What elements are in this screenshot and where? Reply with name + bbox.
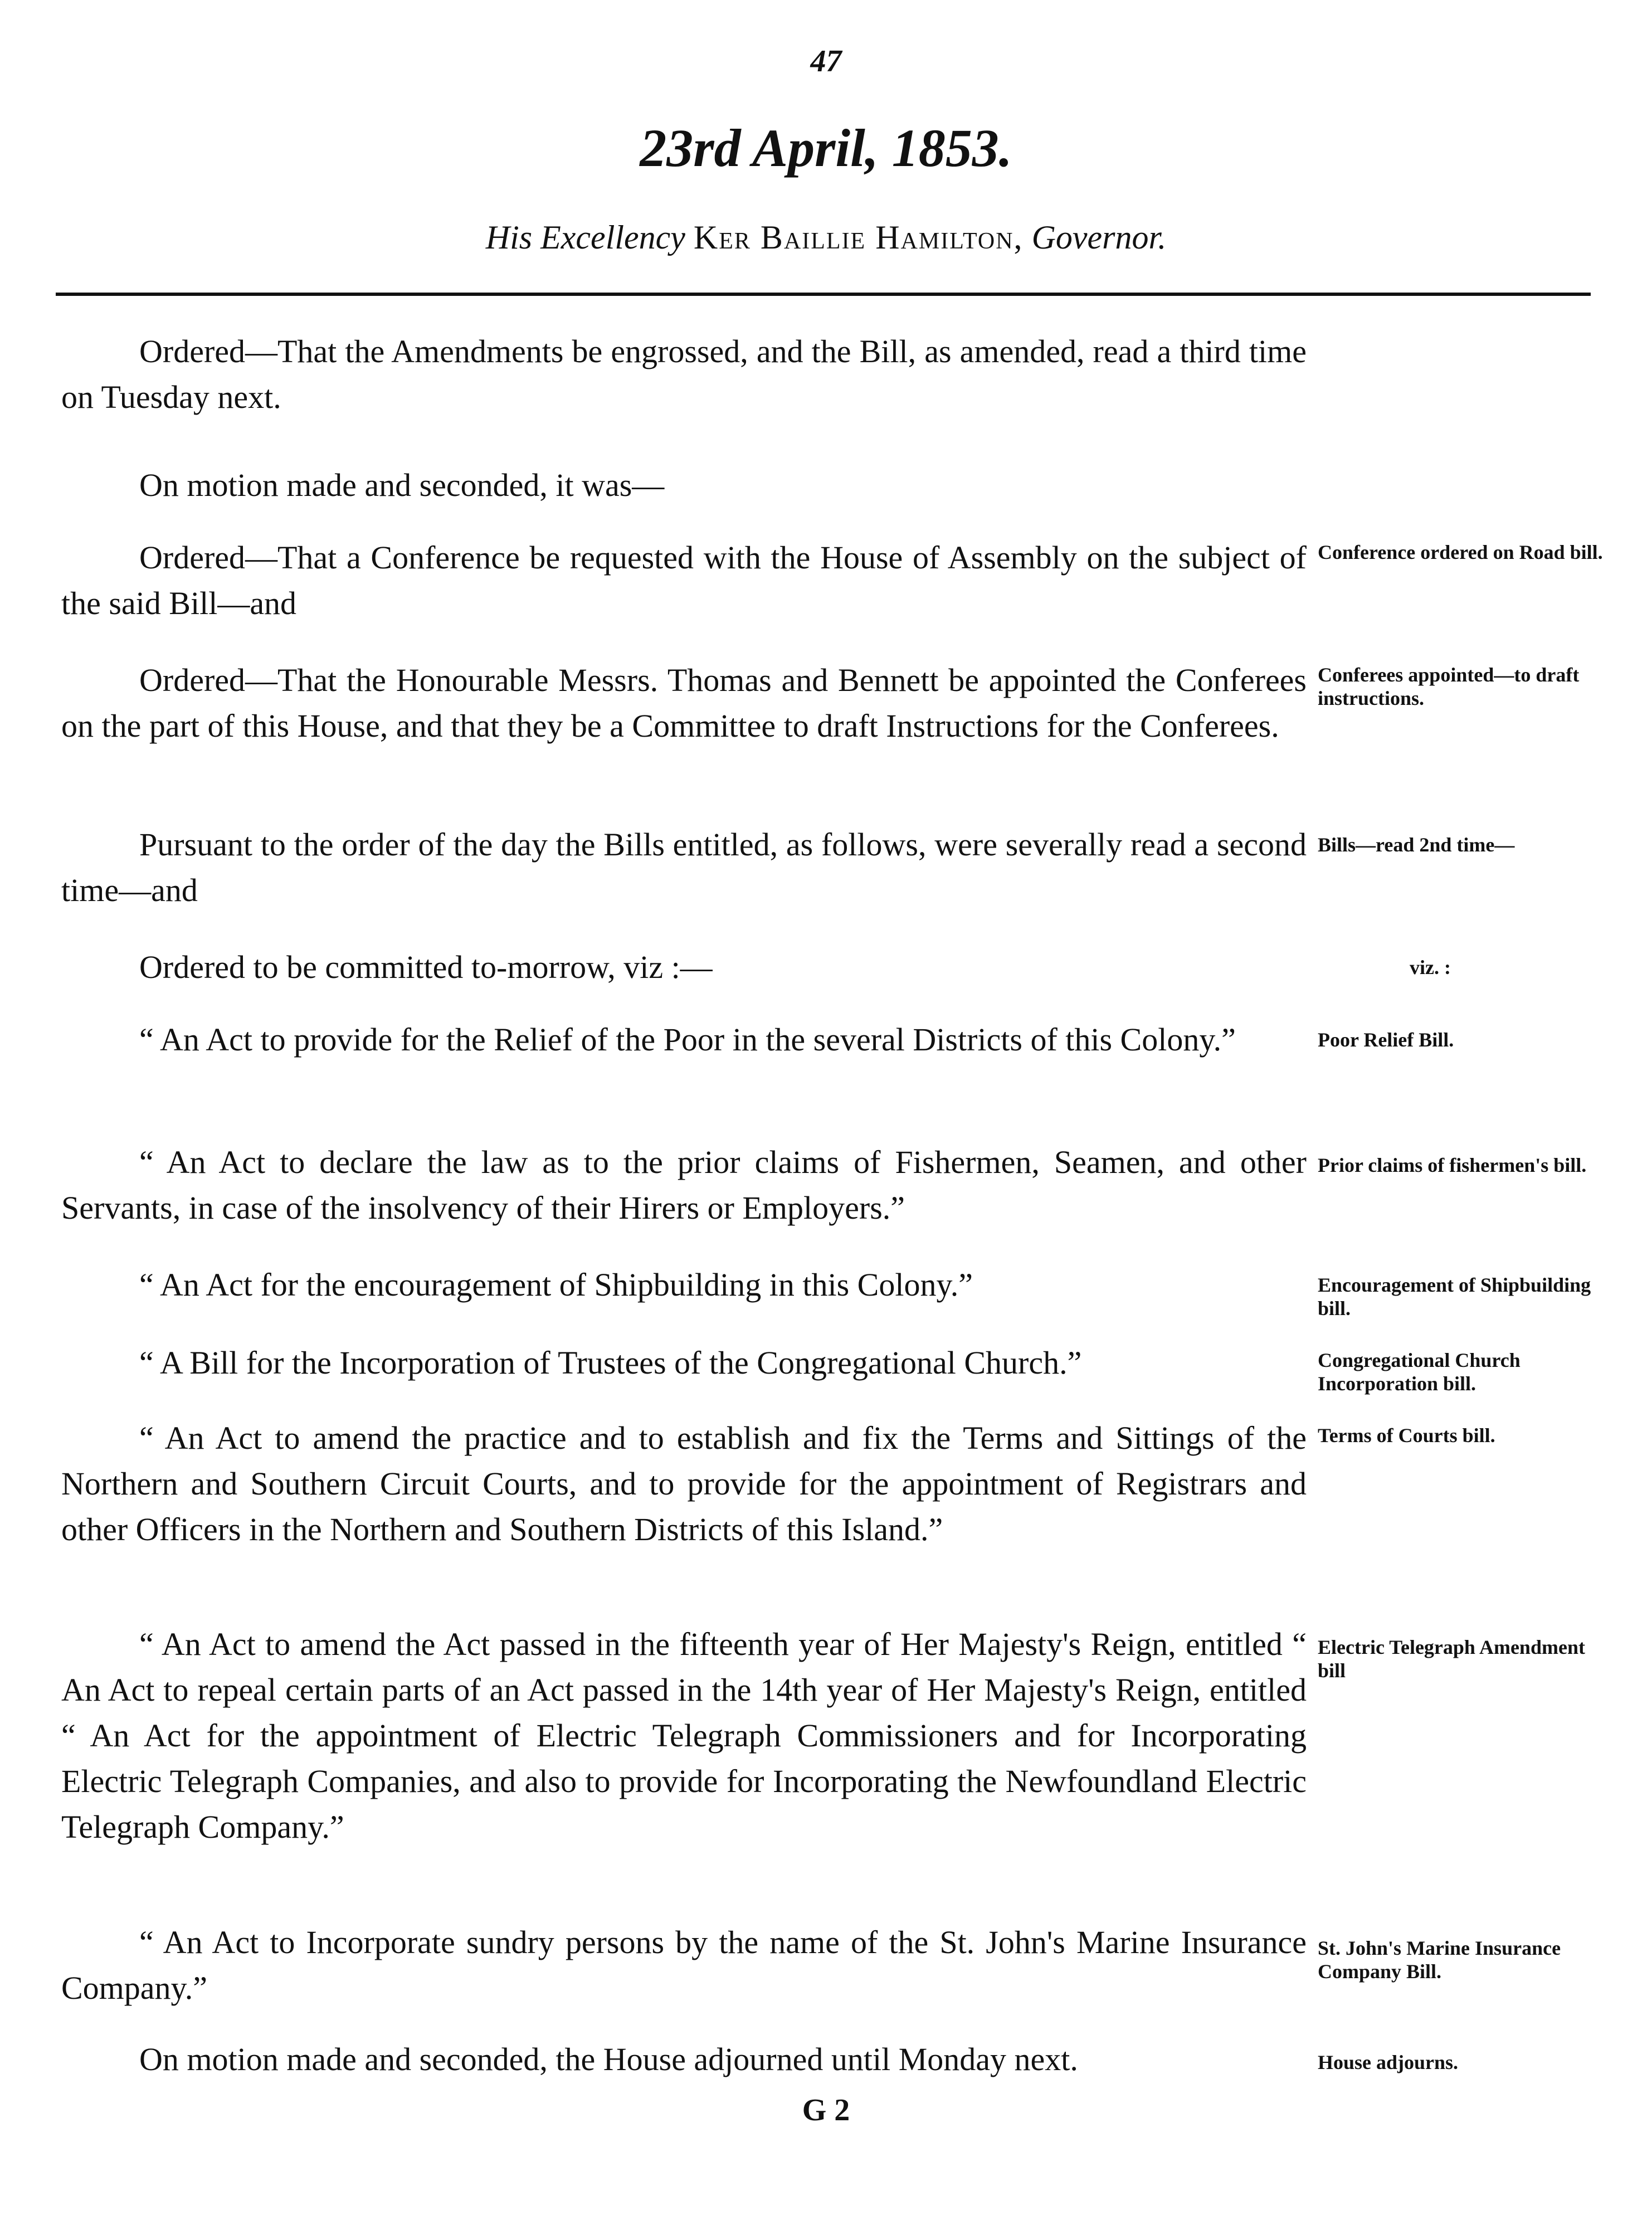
entry-7: “ An Act to declare the law as to the prior claims of Fishermen, Seamen, and other Servants, in case of the insolvency of their Hirers or Employers.” (61, 1144, 1307, 1226)
entry-9: “ A Bill for the Incorporation of Trustees of the Congregational Church.” (139, 1345, 1082, 1381)
entry-10: “ An Act to amend the practice and to establish and fix the Terms and Sittings of the Northern and Southern Circuit Courts, and to provide for the appointment of Registrars and other Officers in the Northern and Southern Districts of this Island.” (61, 1420, 1307, 1547)
entry-3: Ordered—That the Honourable Messrs. Thomas and Bennett be appointed the Conferees on the part of this House, and that they be a Committee to draft Instructions for the Conferees. (61, 662, 1307, 744)
margin-note-3: Conferees appointed—to draft instructions. (1318, 664, 1580, 709)
margin-note-8: Encouragement of Shipbuilding bill. (1318, 1274, 1591, 1320)
entry-1: On motion made and seconded, it was— (139, 467, 665, 503)
entry-12: “ An Act to Incorporate sundry persons by the name of the St. John's Marine Insurance Company.” (61, 1924, 1307, 2006)
margin-note-7: Prior claims of fishermen's bill. (1318, 1154, 1587, 1176)
governor-name: Ker Baillie Hamilton, (693, 219, 1024, 256)
entry-11: “ An Act to amend the Act passed in the fifteenth year of Her Majesty's Reign, entitled “ An Act to repeal certain parts of an Act passed in the 14th year of Her Majesty's Reign, entitled “ An Act for the appointment of Electric Telegraph Commissioners and for Incorporating Electric Telegraph Companies, and also to provide for Incorporating the Newfoundland Electric Telegraph Company.” (61, 1626, 1307, 1845)
session-date: 23rd April, 1853. (640, 118, 1012, 178)
margin-note-12: St. John's Marine Insurance Company Bill. (1318, 1937, 1561, 1983)
governor-prefix: His Excellency (485, 219, 685, 256)
entry-5: Ordered to be committed to-morrow, viz :— (139, 949, 713, 985)
entry-2: Ordered—That a Conference be requested with the House of Assembly on the subject of the said Bill—and (61, 539, 1307, 621)
signature-mark: G 2 (802, 2093, 850, 2128)
margin-note-6: Poor Relief Bill. (1318, 1029, 1454, 1051)
margin-note-11: Electric Telegraph Amendment bill (1318, 1636, 1585, 1682)
margin-note-13: House adjourns. (1318, 2051, 1459, 2073)
header-rule (56, 293, 1591, 296)
governor-title: Governor. (1031, 219, 1167, 256)
page-number: 47 (810, 44, 842, 79)
margin-note-2: Conference ordered on Road bill. (1318, 541, 1603, 563)
entry-6: “ An Act to provide for the Relief of the Poor in the several Districts of this Colony.” (139, 1021, 1236, 1058)
margin-note-5: viz. : (1410, 956, 1451, 978)
margin-note-4: Bills—read 2nd time— (1318, 834, 1515, 856)
margin-note-9: Congregational Church Incorporation bill. (1318, 1349, 1521, 1395)
margin-note-10: Terms of Courts bill. (1318, 1424, 1495, 1447)
governor-line (0, 218, 1652, 257)
entry-4: Pursuant to the order of the day the Bills entitled, as follows, were severally read a second time—and (61, 826, 1307, 908)
entry-13: On motion made and seconded, the House adjourned until Monday next. (139, 2041, 1078, 2077)
entry-0: Ordered—That the Amendments be engrossed, and the Bill, as amended, read a third time on Tuesday next. (61, 333, 1307, 415)
entry-8: “ An Act for the encouragement of Shipbuilding in this Colony.” (139, 1267, 973, 1303)
